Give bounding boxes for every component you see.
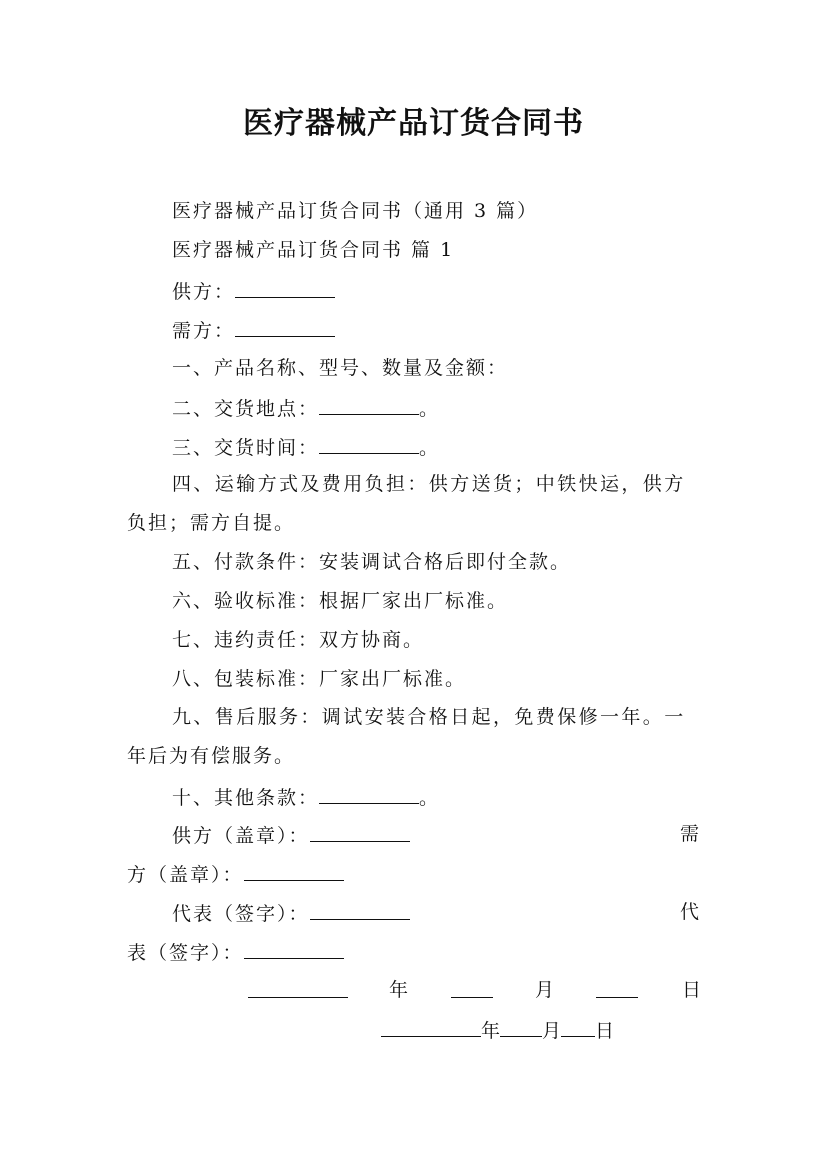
date-month-blank-1[interactable] <box>451 977 493 998</box>
rep-sign-line <box>172 899 410 927</box>
clause-2-label: 二、交货地点： <box>172 398 320 420</box>
date-day-label-2: 日 <box>595 1020 615 1042</box>
supplier-line <box>172 277 335 305</box>
date-day-blank-1[interactable] <box>596 977 638 998</box>
clause-8: 八、包装标准：厂家出厂标准。 <box>172 668 467 690</box>
other-terms-blank[interactable] <box>319 783 419 804</box>
supplier-seal-label: 供方（盖章）： <box>172 825 310 847</box>
clause-10-label: 十、其他条款： <box>172 787 320 809</box>
date-year-label-2: 年 <box>481 1020 501 1042</box>
buyer-line <box>172 316 335 344</box>
clause-9-line-2: 年后为有偿服务。 <box>127 745 296 767</box>
clause-10-period: 。 <box>419 787 441 809</box>
clause-9-line-1: 九、售后服务：调试安装合格日起，免费保修一年。一 <box>172 706 686 728</box>
rep2-sign-line <box>127 938 344 966</box>
date-month-label-2: 月 <box>542 1020 562 1042</box>
clause-3-label: 三、交货时间： <box>172 437 320 459</box>
delivery-time-blank[interactable] <box>319 433 419 454</box>
rep2-sign-label: 表（签字）： <box>127 942 244 964</box>
delivery-place-blank[interactable] <box>319 394 419 415</box>
clause-5: 五、付款条件：安装调试合格后即付全款。 <box>172 551 572 573</box>
document-title: 医疗器械产品订货合同书 <box>243 106 584 141</box>
supplier-label: 供方： <box>172 281 236 303</box>
rep-sign-label: 代表（签字）： <box>172 903 310 925</box>
supplier-blank[interactable] <box>235 277 335 298</box>
buyer-label: 需方： <box>172 320 236 342</box>
clause-7: 七、违约责任：双方协商。 <box>172 629 425 651</box>
clause-3 <box>172 433 440 461</box>
date-line-2 <box>381 1016 614 1044</box>
buyer-blank[interactable] <box>235 316 335 337</box>
buyer-seal-label: 方（盖章）： <box>127 864 244 886</box>
clause-10 <box>172 783 440 811</box>
date-day-blank-2[interactable] <box>561 1016 595 1037</box>
clause-1: 一、产品名称、型号、数量及金额： <box>172 357 509 379</box>
buyer-seal-char: 需 <box>680 823 702 845</box>
buyer-seal-line <box>127 860 344 888</box>
supplier-seal-blank[interactable] <box>310 821 410 842</box>
clause-2-period: 。 <box>419 398 441 420</box>
rep2-sign-blank[interactable] <box>244 938 344 959</box>
date-month-blank-2[interactable] <box>500 1016 542 1037</box>
section-heading: 医疗器械产品订货合同书 篇 1 <box>172 239 455 261</box>
clause-2 <box>172 394 440 422</box>
clause-6: 六、验收标准：根据厂家出厂标准。 <box>172 590 509 612</box>
date-month-label-1: 月 <box>535 979 557 1001</box>
document-subtitle: 医疗器械产品订货合同书（通用 3 篇） <box>172 200 539 222</box>
clause-4-line-1: 四、运输方式及费用负担：供方送货；中铁快运，供方 <box>172 473 686 495</box>
date-day-label-1: 日 <box>682 979 704 1001</box>
supplier-seal-line <box>172 821 410 849</box>
date-year-blank-1[interactable] <box>248 977 348 998</box>
rep2-char: 代 <box>680 901 702 923</box>
clause-3-period: 。 <box>419 437 441 459</box>
clause-4-line-2: 负担；需方自提。 <box>127 512 296 534</box>
date-year-label-1: 年 <box>389 979 411 1001</box>
date-year-blank-2[interactable] <box>381 1016 481 1037</box>
rep-sign-blank[interactable] <box>310 899 410 920</box>
buyer-seal-blank[interactable] <box>244 860 344 881</box>
